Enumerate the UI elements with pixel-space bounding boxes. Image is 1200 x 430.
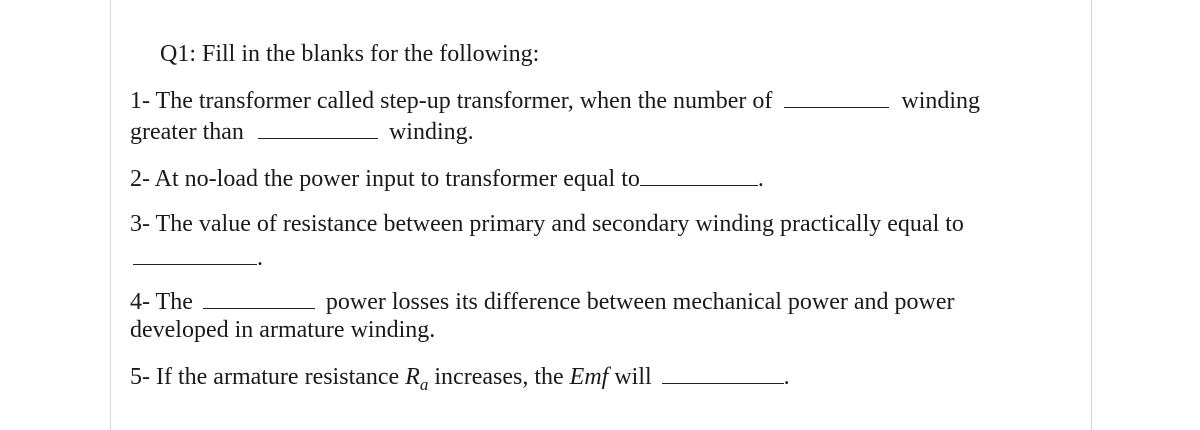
q1-line2-text: greater than [130,119,244,145]
q2-line [130,163,764,194]
q5-line [130,361,790,394]
page-border-right [1091,0,1092,430]
q4-line1 [130,286,955,317]
q1-line2 [130,116,474,147]
q4-line1-end: power losses its difference between mechanical power and power [325,289,955,315]
q2-blank[interactable] [640,163,758,186]
q5-text2: increases, the [434,364,564,390]
symbol-r: R [405,364,420,390]
q1-line1-text: 1- The transformer called step-up transformer, when the number of [130,88,773,114]
q3-line: 3- The value of resistance between primary and secondary winding practically equal to [130,211,964,237]
q5-text3: will [614,364,652,390]
q5-blank[interactable] [662,361,784,384]
q2-end: . [757,166,764,192]
armature-resistance-symbol [405,364,429,394]
q1-blank-2[interactable] [258,116,378,139]
q1-line1-end: winding [901,88,981,114]
q1-line1 [130,85,980,116]
q4-start: 4- The [130,289,193,315]
q5-end: . [783,364,790,390]
q4-blank[interactable] [203,286,315,309]
q4-line2: developed in armature winding. [130,317,436,343]
q3-blank[interactable] [133,242,257,265]
page-border-left [110,0,111,430]
symbol-subscript: a [419,375,429,394]
q1-line2-end: winding. [388,119,474,145]
q3-end: . [257,245,263,271]
emf-symbol: Emf [569,364,609,390]
q3-answer-line [133,242,263,273]
question-title: Q1: Fill in the blanks for the following: [160,41,540,67]
q1-blank-1[interactable] [784,85,889,108]
q2-text: 2- At no-load the power input to transformer equal to [130,166,640,192]
q5-text1: 5- If the armature resistance [130,364,400,390]
